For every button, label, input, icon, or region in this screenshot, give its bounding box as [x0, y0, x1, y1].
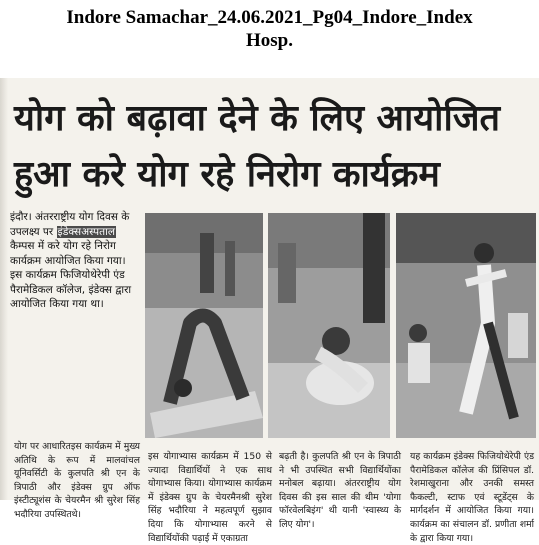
article-column-2: इस योगाभ्यास कार्यक्रम में 150 से ज्यादा विद्यार्थियों ने एक साथ योगाभ्यास किया। योगाभ्यास कार्यक्रम में इंडेक्स ग्रुप के चेयरमैनश्री सुरेश सिंह भदौरिया ने महत्वपूर्ण सुझाव दिया कि योगाभ्यास करने से विद्यार्थियोंकी पढ़ाई में एकाग्रता — [148, 451, 272, 544]
clipping-fold-shadow — [0, 78, 8, 500]
article-column-3: बढ़ती है। कुलपति श्री एन के त्रिपाठी ने भी उपस्थित सभी विद्यार्थियोंका मनोबल बढ़ाया। अंतरराष्ट्रीय योग दिवस की इस साल की थीम 'योगा फॉरवेलबिइंग' थी यानी 'स्वास्थ्य के लिए योग'। — [279, 451, 401, 530]
newspaper-clipping — [0, 78, 539, 544]
lead-paragraph — [10, 210, 138, 312]
caption-line-1: Indore Samachar_24.06.2021_Pg04_Indore_Index — [66, 7, 473, 28]
lead-text-after: कैम्पस में करे योग रहे निरोग कार्यक्रम आयोजित किया गया। इस कार्यक्रम फिजियोथेरेपी एंड पैरामेडिकल कॉलेज, इंडेक्स द्वारा आयोजित किया गया था। — [10, 240, 132, 310]
photo-yoga-pose-1 — [145, 213, 263, 438]
headline-line-1: योग को बढ़ावा देने के लिए आयोजित — [14, 98, 501, 139]
photo-yoga-pose-3 — [396, 213, 536, 438]
article-column-4: यह कार्यक्रम इंडेक्स फिजियोथेरेपी एंड पैरामेडिकल कॉलेज की प्रिंसिपल डॉ. रेशमाखुराना और उनकी समस्त फैकल्टी, स्टाफ एवं स्टूडेंट्स के मार्गदर्शन में आयोजित किया गया। कार्यक्रम का संचालन डॉ. प्रणीता शर्मा के द्वारा किया गया। — [410, 451, 534, 544]
photo-1-graphic — [145, 213, 263, 438]
article-column-1: योग पर आधारितइस कार्यक्रम में मुख्य अतिथि के रूप में मालवांचल यूनिवर्सिटी के कुलपति श्री एन के त्रिपाठी और इंडेक्स ग्रुप ऑफ इंस्टीट्यूशंस के चेयरमैन श्री सुरेश सिंह भदौरिया उपस्थितथे। — [14, 441, 140, 520]
lead-text-before: इंदौर। अंतरराष्ट्रीय योग दिवस के उपलक्ष्य पर — [10, 211, 130, 238]
photo-2-graphic — [268, 213, 390, 438]
photo-3-graphic — [396, 213, 536, 438]
lead-highlight: इंडेक्सअस्पताल — [57, 225, 115, 238]
headline-line-2: हुआ करे योग रहे निरोग कार्यक्रम — [14, 154, 440, 195]
photo-yoga-pose-2 — [268, 213, 390, 438]
caption-line-2: Hosp. — [246, 30, 293, 51]
clipping-caption — [0, 6, 539, 52]
